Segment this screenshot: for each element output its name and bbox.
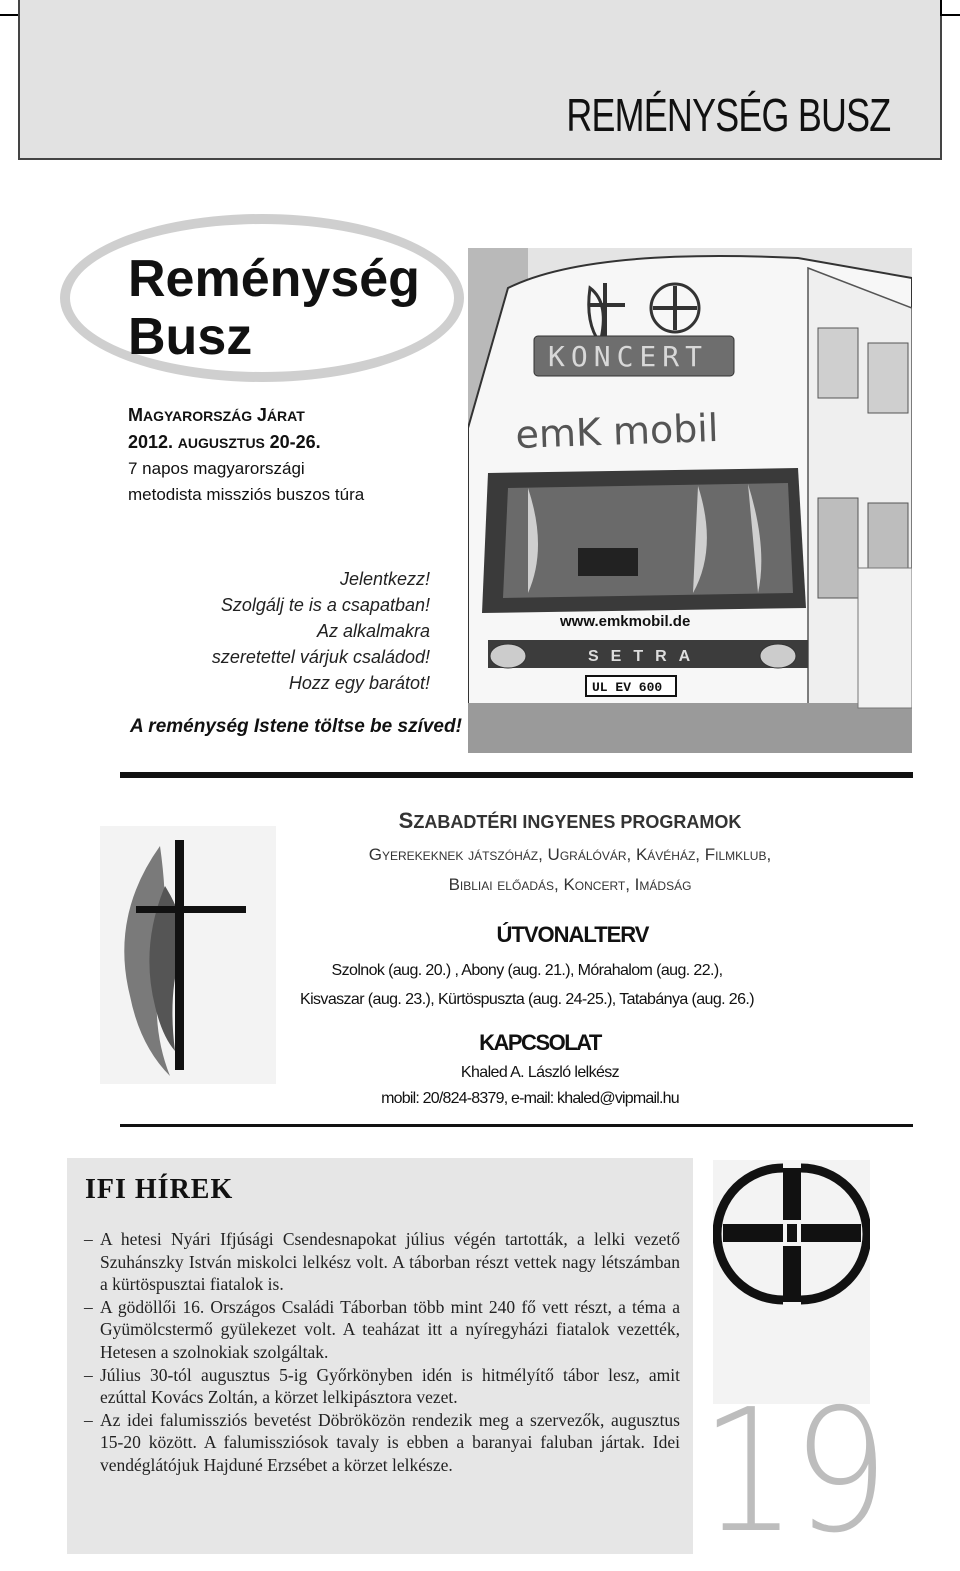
route-line1: Szolnok (aug. 20.) , Abony (aug. 21.), Mórahalom (aug. 22.), [331,962,723,979]
description-line1: 7 napos magyarországi [128,459,305,478]
news-item: – Az idei falumissziós bevetést Döbröközön rendezik meg a szervezők, augusztus 15-20 között. A falumissziósok tavaly is ebben a baranyai faluban jártak. Idei vendéglátójuk Hajduné Erzsébet a körzet lelkésze. [84,1409,680,1477]
invite-line: Jelentkezz! [339,569,430,589]
route-date: 2012. AUGUSZTUS 20-26. [128,432,321,452]
news-item: – Július 30-tól augusztus 5-ig Győrkönyben idén is hitmélyítő tábor lesz, amit ezúttal Kovács Zoltán, a körzet lelkipásztora vezet. [84,1364,680,1409]
bus-display-sign: KONCERT [548,340,709,373]
contact-details: mobil: 20/824-8379, e-mail: khaled@vipmail.hu [381,1090,679,1107]
route-text [262,956,792,1014]
news-list [84,1228,680,1477]
news-item: – A hetesi Nyári Ifjúsági Csendesnapokat július végén tartották, a lelki vezető Szuhánszky István miskolci lelkész volt. A táborban részt vettek nagy létszámban a kürtöspusztai fiatalok is. [84,1228,680,1296]
route-line2: Kisvaszar (aug. 23.), Kürtöspuszta (aug. 24-25.), Tatabánya (aug. 26.) [300,991,754,1008]
description-line2: metodista missziós buszos túra [128,485,365,504]
symbol-box [713,1160,870,1404]
news-item: – A gödöllői 16. Országos Családi Táborban több mint 240 fő vett részt, a téma a Gyümölcstermő gyülekezet volt. A teaházat itt a nyíregyházi fiatalok vezették, Hetesen a szolnokiak szolgáltak. [84,1296,680,1364]
journey-info [128,402,364,508]
bus-photo [468,248,912,753]
invite-text [70,566,430,696]
tagline: A reménység Istene töltse be szíved! [130,716,462,737]
programs-subtitle-line1: Gyerekeknek játszóház, Ugrálóvár, Kávéház, Filmklub, [368,845,772,864]
crop-mark-right [942,14,960,16]
main-title [128,250,420,366]
contact-title: KAPCSOLAT [479,1030,601,1055]
bus-brand: SETRA [588,648,703,665]
route-name: MAGYARORSZÁG JÁRAT [128,405,305,425]
news-title: IFI HÍREK [85,1174,234,1205]
page-number: 19 [700,1373,884,1571]
main-title-line2: Busz [128,308,253,366]
bus-plate: UL EV 600 [592,680,663,695]
section-title: REMÉNYSÉG BUSZ [565,89,890,141]
invite-line: Hozz egy barátot! [288,673,430,693]
invite-line: Az alkalmakra [316,621,430,641]
programs-subtitle [250,840,890,900]
programs-title: SZABADTÉRI INGYENES PROGRAMOK [398,808,742,833]
top-divider [120,772,913,778]
crop-mark-right-vertical [940,0,942,16]
route-title: ÚTVONALTERV [496,922,649,947]
contact-name: Khaled A. László lelkész [460,1064,620,1081]
bus-website: www.emkmobil.de [560,613,691,630]
programs-subtitle-line2: Bibliai előadás, Koncert, Imádság [448,875,692,894]
bottom-divider [120,1124,913,1127]
bus-illustration [468,248,912,753]
invite-line: Szolgálj te is a csapatban! [220,595,430,615]
bus-lettering: emK mobil [514,405,720,457]
crop-mark-left [0,14,18,16]
circle-cross-icon [713,1160,870,1404]
invite-line: szeretettel várjuk családod! [211,647,430,667]
main-title-line1: Reménység [128,250,420,308]
